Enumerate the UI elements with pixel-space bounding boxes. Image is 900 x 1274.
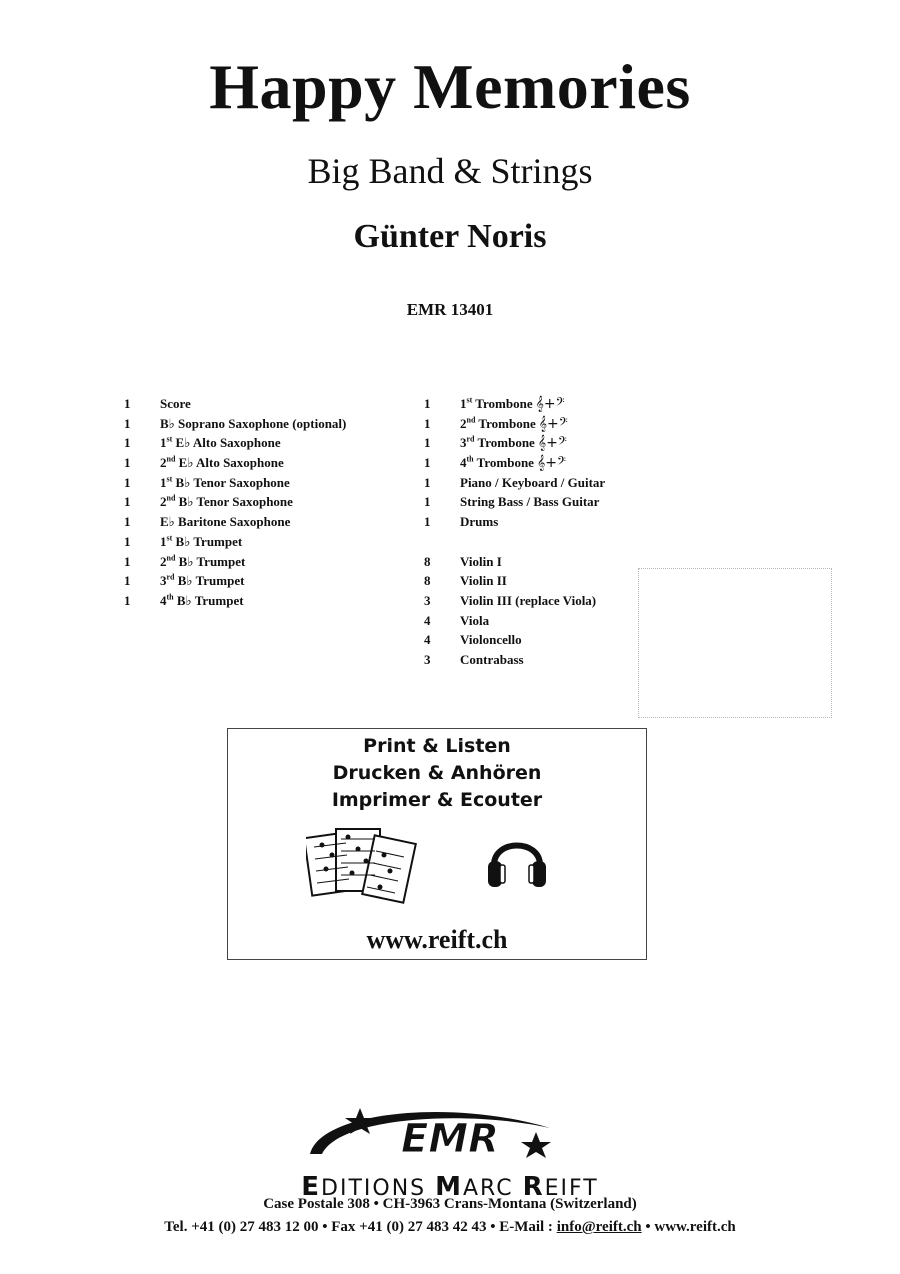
part-ordinal: 1 bbox=[160, 474, 167, 490]
part-name bbox=[460, 512, 498, 532]
part-name bbox=[160, 492, 293, 512]
publisher-initial: M bbox=[435, 1172, 463, 1202]
part-quantity: 1 bbox=[124, 533, 131, 549]
part-row bbox=[124, 492, 346, 512]
part-row bbox=[124, 453, 346, 473]
part-name bbox=[160, 394, 191, 414]
part-row bbox=[124, 532, 346, 552]
part-name bbox=[460, 611, 489, 631]
part-row bbox=[424, 492, 605, 512]
print-listen-box bbox=[227, 728, 647, 960]
part-ordinal-suffix: nd bbox=[166, 454, 176, 464]
part-ordinal: 1 bbox=[160, 435, 167, 451]
publisher-initial: E bbox=[301, 1172, 322, 1202]
part-ordinal: 1 bbox=[460, 396, 467, 411]
part-quantity: 1 bbox=[124, 592, 131, 608]
part-label: Score bbox=[160, 396, 191, 411]
part-ordinal-suffix: st bbox=[466, 395, 473, 405]
promo-line-3: Imprimer & Ecouter bbox=[331, 789, 543, 811]
part-row bbox=[124, 571, 346, 591]
part-ordinal-suffix: th bbox=[166, 592, 174, 602]
part-row bbox=[424, 453, 605, 473]
clef-icon: 𝄞+𝄢 bbox=[538, 415, 568, 432]
part-ordinal-suffix: rd bbox=[466, 435, 475, 445]
part-label: B♭ Tenor Saxophone bbox=[178, 494, 293, 510]
part-label: String Bass / Bass Guitar bbox=[460, 494, 600, 510]
sheet-music-icon bbox=[306, 825, 422, 911]
emr-logo bbox=[300, 1102, 600, 1168]
part-label: B♭ Trumpet bbox=[177, 573, 245, 589]
part-row bbox=[124, 433, 346, 453]
part-row bbox=[424, 394, 605, 414]
promo-line-2: Drucken & Anhören bbox=[332, 762, 542, 784]
part-quantity: 1 bbox=[124, 514, 131, 530]
clef-icon: 𝄞+𝄢 bbox=[536, 455, 566, 472]
part-label: Piano / Keyboard / Guitar bbox=[460, 474, 606, 490]
part-name bbox=[460, 473, 605, 493]
part-quantity: 1 bbox=[124, 573, 131, 589]
part-quantity: 1 bbox=[424, 514, 431, 530]
part-quantity: 3 bbox=[424, 651, 431, 667]
part-label: B♭ Soprano Saxophone (optional) bbox=[160, 415, 347, 431]
part-row bbox=[124, 591, 346, 611]
part-ordinal: 4 bbox=[460, 455, 467, 471]
subtitle: Big Band & Strings bbox=[307, 151, 593, 191]
part-name bbox=[160, 532, 242, 552]
part-quantity: 1 bbox=[124, 494, 131, 510]
part-quantity: 1 bbox=[124, 396, 131, 411]
part-label: Trombone bbox=[478, 415, 536, 431]
part-quantity: 1 bbox=[424, 455, 431, 471]
part-ordinal-suffix: st bbox=[166, 533, 173, 543]
part-label: Trombone bbox=[476, 455, 534, 471]
part-quantity: 1 bbox=[124, 415, 131, 431]
part-label: B♭ Trumpet bbox=[176, 592, 244, 608]
parts-list-right bbox=[424, 394, 605, 670]
part-name bbox=[460, 630, 522, 650]
publisher-initial: R bbox=[522, 1172, 545, 1202]
part-name bbox=[460, 591, 596, 611]
clef-icon: 𝄞+𝄢 bbox=[535, 396, 565, 412]
part-label: Contrabass bbox=[460, 651, 524, 667]
dotted-placeholder-box bbox=[638, 568, 832, 718]
part-quantity: 1 bbox=[424, 396, 431, 411]
headphones-icon bbox=[486, 827, 548, 893]
contact-phone-fax: Tel. +41 (0) 27 483 12 00 • Fax +41 (0) 27 483 42 43 • E-Mail : bbox=[164, 1219, 557, 1235]
part-row bbox=[424, 433, 605, 453]
part-ordinal-suffix: st bbox=[166, 435, 173, 445]
part-label: Trombone bbox=[477, 435, 535, 451]
composer-name: Günter Noris bbox=[353, 218, 547, 255]
part-row bbox=[424, 414, 605, 434]
part-name bbox=[160, 512, 290, 532]
part-ordinal: 2 bbox=[160, 455, 167, 471]
part-quantity: 3 bbox=[424, 592, 431, 608]
part-name bbox=[160, 552, 245, 572]
part-row bbox=[424, 591, 605, 611]
part-row bbox=[424, 650, 605, 670]
promo-line-1: Print & Listen bbox=[363, 735, 511, 757]
part-ordinal: 1 bbox=[160, 533, 167, 549]
part-row bbox=[424, 552, 605, 572]
part-name bbox=[460, 453, 566, 473]
part-name bbox=[160, 591, 244, 611]
part-row bbox=[124, 473, 346, 493]
part-ordinal-suffix: nd bbox=[166, 553, 176, 563]
part-quantity: 1 bbox=[424, 474, 431, 490]
svg-text:EMR: EMR bbox=[401, 1116, 499, 1162]
part-name bbox=[460, 394, 565, 414]
publisher-address: Case Postale 308 • CH-3963 Crans-Montana (Switzerland) bbox=[263, 1196, 637, 1212]
part-ordinal-suffix: rd bbox=[166, 572, 175, 582]
part-row bbox=[424, 473, 605, 493]
part-ordinal: 3 bbox=[460, 435, 467, 451]
parts-list-left bbox=[124, 394, 346, 611]
part-quantity: 4 bbox=[424, 612, 431, 628]
part-row bbox=[424, 532, 605, 552]
part-label: B♭ Tenor Saxophone bbox=[175, 474, 290, 490]
part-row bbox=[424, 630, 605, 650]
part-quantity: 1 bbox=[424, 415, 431, 431]
part-name bbox=[460, 650, 524, 670]
part-quantity: 1 bbox=[124, 435, 131, 451]
part-label: Violoncello bbox=[460, 632, 522, 648]
part-name bbox=[160, 571, 244, 591]
catalog-number: EMR 13401 bbox=[406, 300, 494, 319]
part-label: Violin I bbox=[460, 553, 502, 569]
promo-website: www.reift.ch bbox=[366, 925, 508, 954]
part-quantity: 1 bbox=[124, 474, 131, 490]
part-ordinal-suffix: nd bbox=[166, 494, 176, 504]
part-label: B♭ Trumpet bbox=[178, 553, 246, 569]
part-ordinal-suffix: st bbox=[166, 474, 173, 484]
publisher-word: ARC bbox=[462, 1176, 523, 1201]
part-ordinal-suffix: nd bbox=[466, 415, 476, 425]
part-name bbox=[160, 473, 290, 493]
part-label: Trombone bbox=[475, 396, 533, 411]
part-quantity: 4 bbox=[424, 632, 431, 648]
contact-website: • www.reift.ch bbox=[641, 1219, 736, 1235]
part-name bbox=[460, 492, 599, 512]
part-quantity: 8 bbox=[424, 573, 431, 589]
part-label: B♭ Trumpet bbox=[175, 533, 243, 549]
publisher-word: EIFT bbox=[544, 1176, 599, 1201]
page-title: Happy Memories bbox=[209, 51, 691, 122]
part-label: E♭ Alto Saxophone bbox=[175, 435, 281, 451]
part-name bbox=[460, 571, 507, 591]
part-row bbox=[424, 512, 605, 532]
part-label: Viola bbox=[460, 612, 490, 628]
part-ordinal-suffix: th bbox=[466, 454, 474, 464]
part-row bbox=[424, 571, 605, 591]
part-label: Drums bbox=[460, 514, 499, 530]
part-quantity: 8 bbox=[424, 553, 431, 569]
part-ordinal: 2 bbox=[160, 553, 167, 569]
part-label: Violin III (replace Viola) bbox=[460, 592, 597, 608]
part-quantity: 1 bbox=[424, 435, 431, 451]
publisher-contact bbox=[0, 1219, 900, 1236]
part-ordinal: 2 bbox=[460, 415, 467, 431]
part-row bbox=[124, 414, 346, 434]
part-ordinal: 2 bbox=[160, 494, 167, 510]
part-name bbox=[460, 433, 567, 453]
part-quantity: 1 bbox=[124, 455, 131, 471]
part-label: E♭ Baritone Saxophone bbox=[160, 514, 291, 530]
part-label: Violin II bbox=[460, 573, 507, 589]
clef-icon: 𝄞+𝄢 bbox=[537, 435, 567, 452]
part-name bbox=[160, 453, 284, 473]
part-ordinal: 4 bbox=[160, 592, 167, 608]
part-name bbox=[160, 433, 281, 453]
part-name bbox=[460, 414, 568, 434]
part-name bbox=[160, 414, 346, 434]
part-quantity: 1 bbox=[424, 494, 431, 510]
email-link[interactable]: info@reift.ch bbox=[556, 1219, 642, 1235]
part-row bbox=[124, 394, 346, 414]
part-label: E♭ Alto Saxophone bbox=[178, 455, 284, 471]
part-row bbox=[424, 611, 605, 631]
part-row bbox=[124, 552, 346, 572]
part-row bbox=[124, 512, 346, 532]
part-ordinal: 3 bbox=[160, 573, 167, 589]
part-quantity: 1 bbox=[124, 553, 131, 569]
part-name bbox=[460, 552, 502, 572]
publisher-word: DITIONS bbox=[321, 1176, 436, 1201]
